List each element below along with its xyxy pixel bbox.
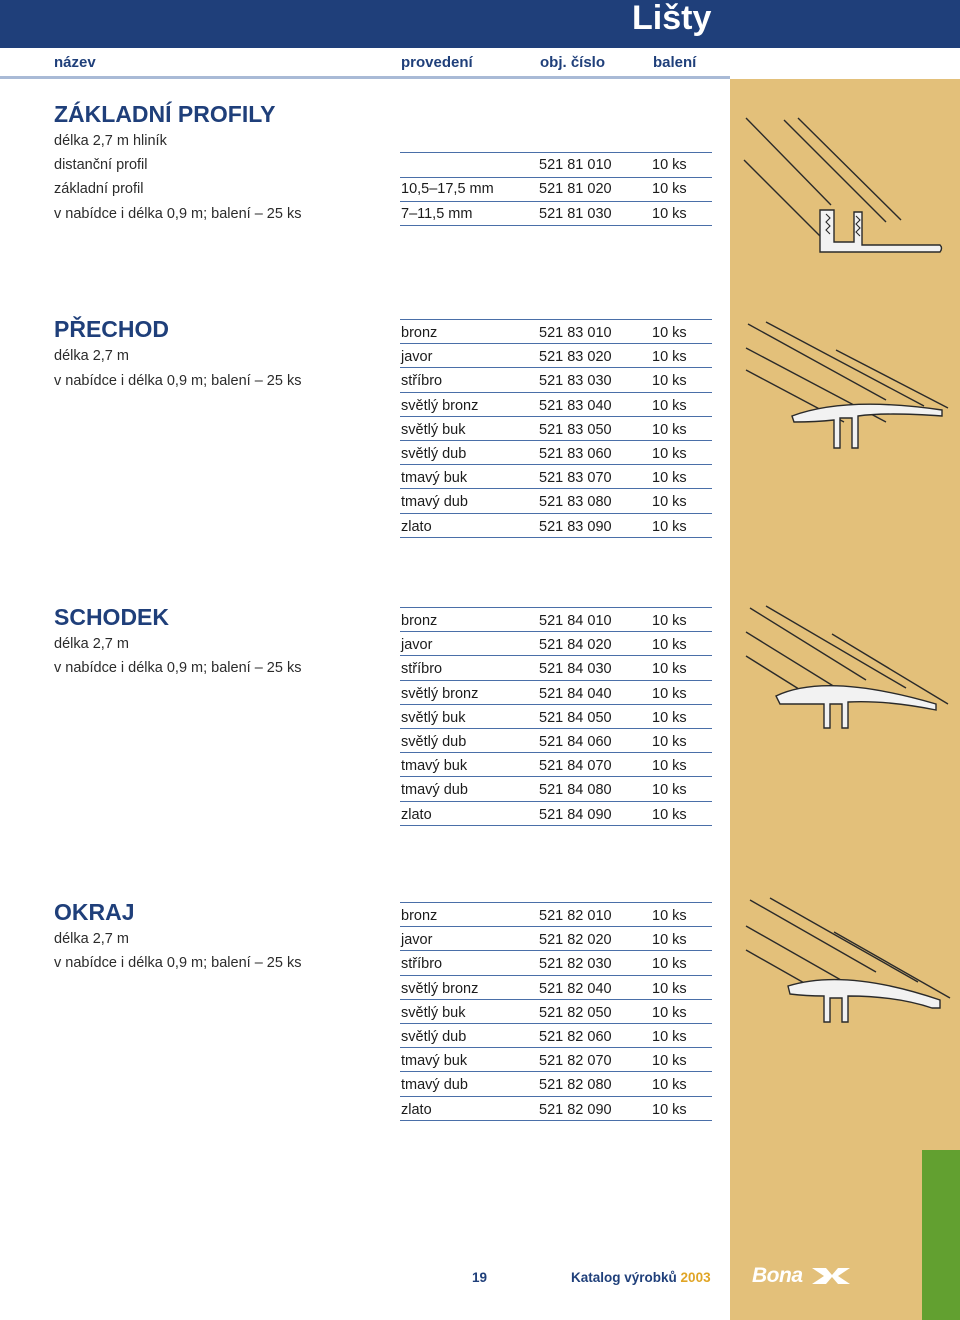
cell-variant: stříbro: [401, 373, 443, 390]
cell-pack: 10 ks: [652, 446, 687, 462]
table-row: [400, 394, 712, 418]
section-desc: v nabídce i délka 0,9 m; balení – 25 ks: [54, 955, 302, 971]
table-row: [400, 490, 712, 514]
cell-code: 521 82 060: [539, 1029, 612, 1045]
table-rule: [400, 537, 712, 538]
cell-pack: 10 ks: [652, 637, 687, 654]
cell-code: 521 83 060: [539, 446, 612, 462]
table-rule: [400, 1047, 712, 1048]
table-row: [400, 177, 712, 201]
table-rule: [400, 752, 712, 753]
table-row: [400, 904, 712, 928]
cell-code: 521 84 010: [539, 613, 612, 629]
column-header-name: název: [54, 54, 96, 71]
cell-code: 521 83 030: [539, 373, 612, 390]
cell-pack: 10 ks: [652, 908, 687, 924]
cell-pack: 10 ks: [652, 980, 687, 997]
table-row: [400, 803, 712, 827]
cell-code: 521 83 010: [539, 325, 612, 341]
cell-code: 521 81 030: [539, 206, 612, 222]
cell-code: 521 82 090: [539, 1101, 612, 1118]
cell-variant: světlý bronz: [401, 980, 479, 997]
table-rule: [400, 655, 712, 656]
cell-variant: světlý bronz: [401, 397, 479, 414]
cell-code: 521 83 020: [539, 349, 612, 366]
header-bar: [0, 0, 960, 48]
cell-pack: 10 ks: [652, 181, 687, 197]
cell-code: 521 82 030: [539, 956, 612, 973]
step-profile-illustration: [736, 600, 954, 750]
cell-pack: 10 ks: [652, 758, 687, 775]
table-rule: [400, 776, 712, 777]
cell-variant: tmavý buk: [401, 470, 468, 487]
table-rule: [400, 367, 712, 368]
cell-pack: 10 ks: [652, 421, 687, 438]
table-row: [400, 321, 712, 345]
column-header-variant: provedení: [401, 54, 473, 71]
cell-code: 521 83 080: [539, 494, 612, 511]
table-row: [400, 730, 712, 754]
page-number: [472, 1270, 487, 1286]
cell-variant: tmavý dub: [401, 782, 468, 799]
table-row: [400, 633, 712, 657]
section-desc: základní profil: [54, 181, 144, 197]
table-row: [400, 369, 712, 393]
table-rule: [400, 225, 712, 226]
cell-pack: 10 ks: [652, 470, 687, 487]
cell-variant: tmavý buk: [401, 1053, 468, 1070]
table-row: [400, 1073, 712, 1097]
section-title-okraj: OKRAJ: [54, 899, 135, 925]
cell-variant: tmavý buk: [401, 758, 468, 775]
table-row: [400, 706, 712, 730]
table-rule: [400, 1071, 712, 1072]
table-row: [400, 515, 712, 539]
section-desc: délka 2,7 m: [54, 931, 129, 947]
cell-code: 521 81 010: [539, 157, 612, 173]
cell-code: 521 84 030: [539, 661, 612, 678]
section-desc: délka 2,7 m: [54, 348, 129, 364]
table-rule: [400, 926, 712, 927]
cell-pack: 10 ks: [652, 661, 687, 678]
section-desc: délka 2,7 m: [54, 636, 129, 652]
cell-pack: 10 ks: [652, 494, 687, 511]
cell-code: 521 83 070: [539, 470, 612, 487]
table-row: [400, 1098, 712, 1122]
table-row: [400, 977, 712, 1001]
transition-profile-illustration: [736, 318, 954, 468]
table-rule: [400, 999, 712, 1000]
cell-variant: světlý buk: [401, 709, 466, 726]
table-row: [400, 202, 712, 226]
cell-variant: javor: [401, 349, 433, 366]
table-rule: [400, 319, 712, 320]
cell-variant: zlato: [401, 1101, 432, 1118]
cell-code: 521 82 040: [539, 980, 612, 997]
table-rule: [400, 631, 712, 632]
cell-variant: javor: [401, 637, 433, 654]
cell-pack: 10 ks: [652, 206, 687, 222]
table-rule: [400, 801, 712, 802]
table-rule: [400, 1120, 712, 1121]
cell-code: 521 84 060: [539, 734, 612, 750]
cell-pack: 10 ks: [652, 685, 687, 702]
table-row: [400, 442, 712, 466]
cell-pack: 10 ks: [652, 806, 687, 823]
header-rule: [0, 76, 730, 79]
table-row: [400, 1025, 712, 1049]
section-title-zakladni: ZÁKLADNÍ PROFILY: [54, 101, 276, 127]
section-title-prechod: PŘECHOD: [54, 316, 170, 342]
cell-variant: světlý bronz: [401, 685, 479, 702]
table-rule: [400, 902, 712, 903]
bona-logo: [752, 1264, 864, 1288]
cell-code: 521 84 040: [539, 685, 612, 702]
cell-pack: 10 ks: [652, 349, 687, 366]
cell-variant: světlý dub: [401, 734, 467, 750]
cell-pack: 10 ks: [652, 1004, 687, 1021]
cell-pack: 10 ks: [652, 397, 687, 414]
cell-variant: stříbro: [401, 956, 443, 973]
table-rule: [400, 513, 712, 514]
base-profile-illustration: [736, 110, 954, 270]
cell-variant: tmavý dub: [401, 1077, 468, 1094]
cell-code: 521 84 080: [539, 782, 612, 799]
table-row: [400, 754, 712, 778]
cell-variant: javor: [401, 932, 433, 949]
table-row: [400, 345, 712, 369]
accent-bar: [922, 1150, 960, 1320]
table-row: [400, 928, 712, 952]
section-desc: délka 2,7 m hliník: [54, 133, 167, 149]
cell-pack: 10 ks: [652, 1101, 687, 1118]
section-desc: v nabídce i délka 0,9 m; balení – 25 ks: [54, 660, 302, 676]
table-row: [400, 153, 712, 177]
cell-pack: 10 ks: [652, 932, 687, 949]
cell-variant: zlato: [401, 518, 432, 535]
cell-code: 521 82 020: [539, 932, 612, 949]
table-rule: [400, 950, 712, 951]
table-row: [400, 682, 712, 706]
catalog-label-text: Katalog výrobků: [571, 1270, 677, 1285]
catalog-year: 2003: [680, 1270, 711, 1285]
section-desc: v nabídce i délka 0,9 m; balení – 25 ks: [54, 373, 302, 389]
table-rule: [400, 464, 712, 465]
table-row: [400, 418, 712, 442]
edge-profile-illustration: [736, 892, 954, 1042]
cell-pack: 10 ks: [652, 1029, 687, 1045]
table-rule: [400, 488, 712, 489]
table-row: [400, 952, 712, 976]
cell-pack: 10 ks: [652, 956, 687, 973]
cell-code: 521 82 080: [539, 1077, 612, 1094]
table-rule: [400, 825, 712, 826]
page-number-text: 19: [472, 1270, 488, 1285]
cell-variant: stříbro: [401, 661, 443, 678]
cell-variant: světlý buk: [401, 421, 466, 438]
table-row: [400, 657, 712, 681]
cell-pack: 10 ks: [652, 1053, 687, 1070]
cell-variant: 7–11,5 mm: [401, 206, 473, 222]
cell-pack: 10 ks: [652, 518, 687, 535]
cell-code: 521 83 050: [539, 421, 612, 438]
table-rule: [400, 440, 712, 441]
cell-pack: 10 ks: [652, 325, 687, 341]
table-row: [400, 609, 712, 633]
cell-code: 521 84 090: [539, 806, 612, 823]
cell-code: 521 84 050: [539, 709, 612, 726]
table-rule: [400, 680, 712, 681]
cell-variant: bronz: [401, 613, 438, 629]
bona-logo-text: Bona: [752, 1264, 803, 1287]
page-title: Lišty: [632, 0, 712, 37]
table-rule: [400, 343, 712, 344]
cell-variant: světlý dub: [401, 1029, 467, 1045]
table-rule: [400, 1096, 712, 1097]
cell-variant: světlý buk: [401, 1004, 466, 1021]
table-rule: [400, 416, 712, 417]
cell-variant: bronz: [401, 325, 438, 341]
cell-code: 521 82 070: [539, 1053, 612, 1070]
table-row: [400, 1001, 712, 1025]
table-row: [400, 466, 712, 490]
cell-pack: 10 ks: [652, 709, 687, 726]
cell-variant: 10,5–17,5 mm: [401, 181, 494, 197]
section-desc: v nabídce i délka 0,9 m; balení – 25 ks: [54, 206, 302, 222]
table-rule: [400, 607, 712, 608]
cell-code: 521 83 040: [539, 397, 612, 414]
table-rule: [400, 728, 712, 729]
catalog-label: [571, 1270, 711, 1286]
cell-code: 521 84 020: [539, 637, 612, 654]
cell-code: 521 84 070: [539, 758, 612, 775]
cell-pack: 10 ks: [652, 373, 687, 390]
cell-code: 521 83 090: [539, 518, 612, 535]
section-title-schodek: SCHODEK: [54, 604, 170, 630]
cell-pack: 10 ks: [652, 734, 687, 750]
table-row: [400, 1049, 712, 1073]
cell-variant: tmavý dub: [401, 494, 468, 511]
table-row: [400, 778, 712, 802]
cell-pack: 10 ks: [652, 782, 687, 799]
cell-pack: 10 ks: [652, 157, 687, 173]
cell-code: 521 81 020: [539, 181, 612, 197]
table-rule: [400, 392, 712, 393]
cell-pack: 10 ks: [652, 613, 687, 629]
section-desc: distanční profil: [54, 157, 148, 173]
column-header-code: obj. číslo: [540, 54, 606, 71]
cell-variant: světlý dub: [401, 446, 467, 462]
cell-code: 521 82 050: [539, 1004, 612, 1021]
cell-variant: bronz: [401, 908, 438, 924]
bona-x-icon: [808, 1266, 852, 1286]
table-rule: [400, 975, 712, 976]
cell-variant: zlato: [401, 806, 432, 823]
table-rule: [400, 1023, 712, 1024]
cell-code: 521 82 010: [539, 908, 612, 924]
table-rule: [400, 704, 712, 705]
column-header-pack: balení: [653, 54, 697, 71]
cell-pack: 10 ks: [652, 1077, 687, 1094]
